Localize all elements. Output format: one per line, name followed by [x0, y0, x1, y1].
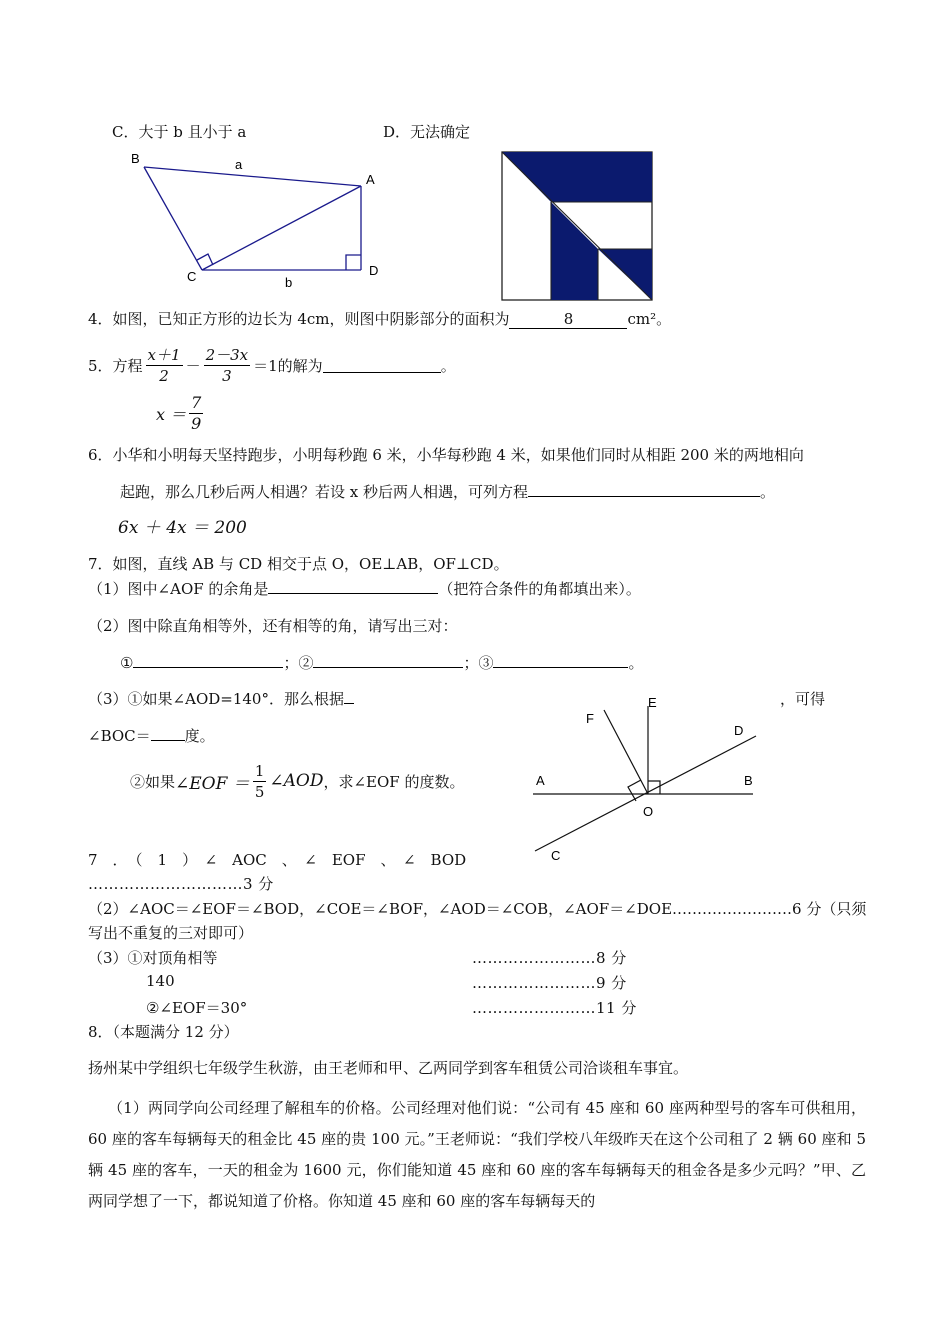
q5-suffix: 的解为	[277, 356, 323, 375]
q7-part2: （2）图中除直角相等外，还有相等的角，请写出三对：	[88, 617, 458, 635]
answer7-a5: ②∠EOF＝30°	[146, 999, 248, 1017]
q8-body: （1）两同学向公司经理了解租车的价格。公司经理对他们说：“公司有 45 座和 60 座两种型号的客车可供租用，60 座的客车每辆每天的租金比 45 座的贵 100 元。”王老师说：“我们学校八年级昨天在这个公司租了 2 辆 60 座和 5 辆 45 座的客车，一天的租金为 1600 元，你们能知道 45 座和 60 座的客车每辆每天的租金各是多少元吗？”甲、乙两同学想了一下，都说知道了价格。你知道 45 座和 60 座的客车每辆每天的	[88, 1099, 866, 1210]
q5-answer-blank	[323, 358, 441, 373]
q7-part1: （1）图中∠AOF 的余角是 （把符合条件的角都填出来）。	[88, 580, 641, 598]
label-o: O	[643, 804, 654, 819]
pair3-blank	[493, 653, 628, 668]
option-c: C．大于 b 且小于 a	[112, 123, 247, 141]
q5-line: 5．方程 $\frac{x+1}{2}$ － $\frac{2-3x}{3}$ ＝1 的解为 。	[88, 345, 456, 385]
label-e: E	[648, 695, 657, 710]
answer7-a4: 140	[146, 972, 175, 990]
pair1-blank	[133, 653, 283, 668]
q4-line	[88, 308, 671, 329]
answer7-a1: 7 ． （ 1 ） ∠ AOC 、 ∠ EOF 、 ∠ BOD	[88, 851, 467, 869]
q7-part3b: ∠BOC＝ 度。	[88, 727, 215, 745]
lines-figure	[520, 685, 770, 865]
q7-stem: 7．如图，直线 AB 与 CD 相交于点 O，OE⊥AB，OF⊥CD。	[88, 555, 509, 573]
q4-text: 4．如图，已知正方形的边长为 4cm，则图中阴影部分的面积为	[88, 310, 510, 328]
q7-part3a-end: ，可得	[780, 690, 826, 708]
q7-part2-blanks: ① ；② ；③ 。	[120, 654, 644, 672]
q5-minus: －	[185, 356, 201, 375]
q4-unit: cm²。	[627, 310, 672, 328]
boc-blank	[151, 726, 185, 741]
q4-answer-blank: 8	[509, 310, 627, 329]
q7-part1-blank	[268, 579, 438, 594]
q7-part3c: ②如果 ∠EOF ＝ $\frac{1}{5}$ ∠AOD ，求∠EOF 的度数。	[130, 761, 465, 801]
answer7-a2b: 写出不重复的三对即可）	[88, 924, 254, 942]
q5-answer-frac: $\frac{7}{9}$	[191, 392, 202, 433]
answer7-a5-points: ……………………11 分	[472, 999, 637, 1017]
label-d: D	[369, 263, 379, 278]
q5-frac2: $\frac{2-3x}{3}$	[205, 345, 249, 385]
q5-prefix: 5．方程	[88, 356, 143, 375]
q6-answer: 6x ＋ 4x ＝ 200	[118, 518, 247, 538]
q5-answer: x ＝ $\frac{7}{9}$	[156, 392, 202, 433]
reason-blank	[344, 689, 354, 704]
side-a-label: a	[235, 157, 243, 172]
option-d: D．无法确定	[383, 123, 471, 141]
answer7-a3-points: ……………………8 分	[472, 949, 627, 967]
answer7-a2: （2）∠AOC＝∠EOF＝∠BOD，∠COE＝∠BOF，∠AOD＝∠COB，∠AOF＝∠DOE……………………6 分（只须	[88, 900, 867, 918]
answer7-a3: （3）①对顶角相等	[88, 949, 218, 967]
answer7-a4-points: ……………………9 分	[472, 974, 627, 992]
shaded-square-figure	[500, 150, 656, 302]
label-a2: A	[536, 773, 545, 788]
q7-frac: $\frac{1}{5}$	[254, 761, 265, 801]
q5-eq: ＝1	[253, 356, 278, 375]
side-b-label: b	[285, 275, 293, 288]
q8-intro: 扬州某中学组织七年级学生秋游，由王老师和甲、乙两同学到客车租赁公司洽谈租车事宜。	[88, 1059, 689, 1077]
q7-part3a: （3）①如果∠AOD=140°．那么根据	[88, 688, 354, 709]
q5-frac1: $\frac{x+1}{2}$	[147, 345, 181, 385]
label-a: A	[366, 172, 375, 187]
triangle-figure	[120, 148, 390, 288]
label-c: C	[187, 269, 197, 284]
q8-head: 8．（本题满分 12 分）	[88, 1023, 239, 1041]
label-c2: C	[551, 848, 561, 863]
q6-line1: 6．小华和小明每天坚持跑步，小明每秒跑 6 米，小华每秒跑 4 米，如果他们同时从相距 200 米的两地相向	[88, 446, 804, 464]
answer7-a1-points: …………………………3 分	[88, 875, 274, 893]
q6-line2: 起跑，那么几秒后两人相遇？若设 x 秒后两人相遇，可列方程 。	[120, 483, 776, 501]
label-b2: B	[744, 773, 753, 788]
q6-answer-blank	[528, 482, 760, 497]
label-f: F	[586, 711, 594, 726]
pair2-blank	[313, 653, 463, 668]
label-b: B	[131, 151, 140, 166]
label-d2: D	[734, 723, 744, 738]
